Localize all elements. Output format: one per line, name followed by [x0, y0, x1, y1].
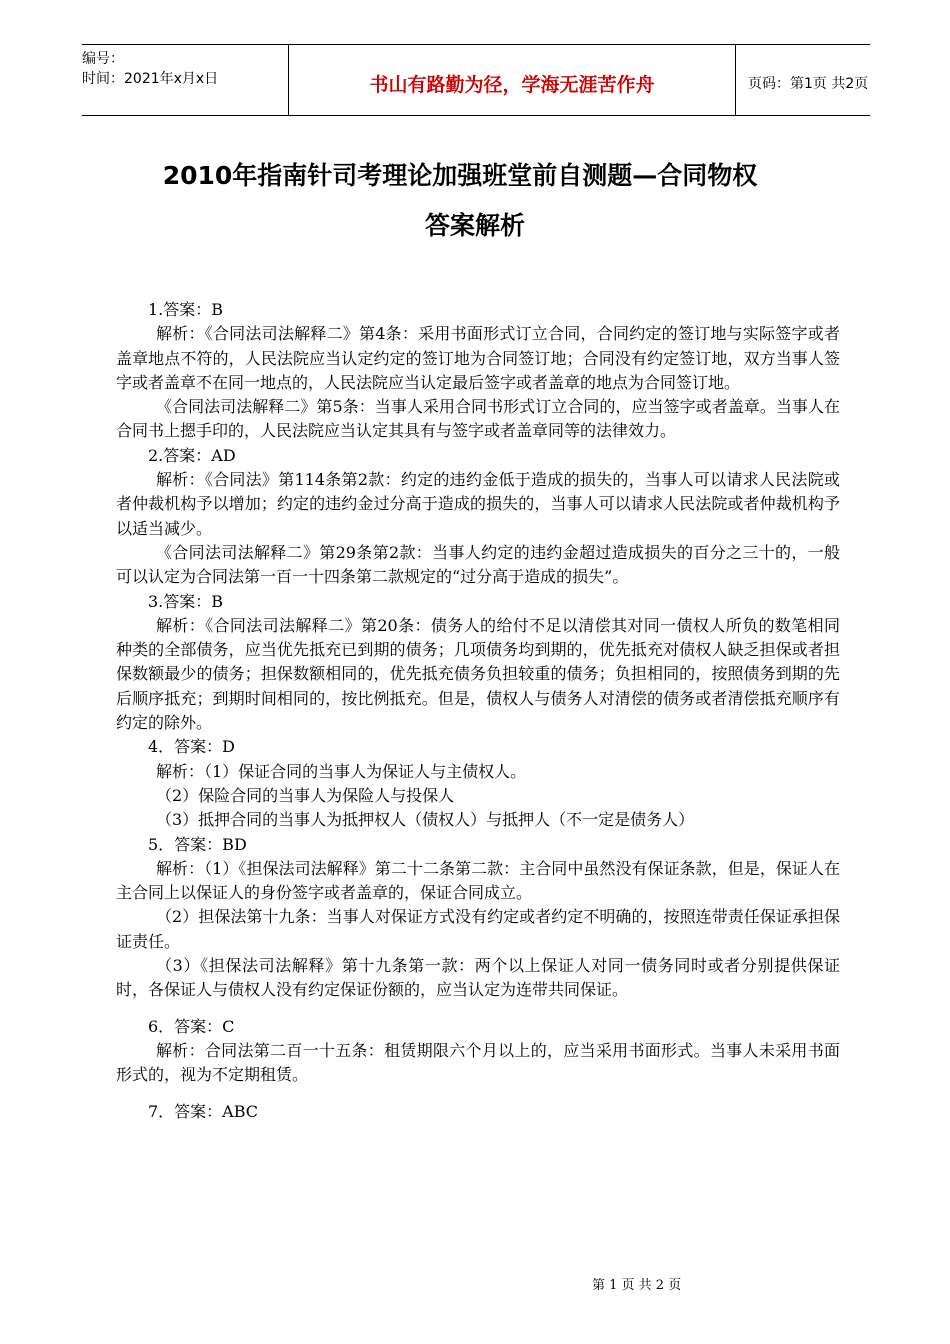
- answer-3: 3.答案：B: [148, 591, 224, 611]
- explanation-paragraph: 解析：《合同法司法解释二》第20条：债务人的给付不足以清偿其对同一债权人所负的数笔相同种类的全部债务，应当优先抵充已到期的债务；几项债务均到期的，优先抵充对债权人缺乏担保或者担保数额最少的债务；担保数额相同的，优先抵充债务负担较重的债务；负担相同的，按照债务到期的先后顺序抵充；到期时间相同的，按比例抵充。但是，债权人与债务人对清偿的债务或者清偿抵充顺序有约定的除外。: [116, 615, 840, 733]
- explanation-paragraph: （3）抵押合同的当事人为抵押权人（债权人）与抵押人（不一定是债务人）: [156, 810, 695, 830]
- answer-7: 7．答案：ABC: [148, 1101, 259, 1121]
- header-page-info: 页码：第1页 共2页: [748, 76, 869, 92]
- explanation-paragraph: 解析：（1）保证合同的当事人为保证人与主债权人。: [156, 761, 527, 781]
- answer-1: 1.答案：B: [148, 300, 224, 319]
- explanation-paragraph: （3）《担保法司法解释》第十九条第一款：两个以上保证人对同一债务同时或者分别提供保证时，各保证人与债权人没有约定保证份额的，应当认定为连带共同保证。: [116, 956, 840, 1000]
- header-motto: 书山有路勤为径，学海无涯苦作舟: [288, 45, 736, 115]
- explanation-paragraph: （2）担保法第十九条：当事人对保证方式没有约定或者约定不明确的，按照连带责任保证承担保证责任。: [116, 907, 840, 951]
- document-title: 2010年指南针司考理论加强班堂前自测题—合同物权: [162, 161, 758, 190]
- paragraph-gap: [116, 1003, 840, 1015]
- paragraph-gap: [116, 1088, 840, 1100]
- explanation-paragraph: 《合同法司法解释二》第5条：当事人采用合同书形式订立合同的，应当签字或者盖章。当事人在合同书上摁手印的，人民法院应当认定其具有与签字或者盖章同等的法律效力。: [116, 397, 840, 441]
- answer-2: 2.答案：AD: [148, 445, 236, 465]
- explanation-paragraph: 《合同法司法解释二》第29条第2款：当事人约定的违约金超过造成损失的百分之三十的，一般可以认定为合同法第一百一十四条第二款规定的“过分高于造成的损失”。: [116, 542, 840, 587]
- document-subtitle: 答案解析: [424, 211, 525, 240]
- answer-6: 6．答案：C: [148, 1016, 235, 1036]
- document-time: 时间：2021年x月x日: [82, 71, 219, 87]
- explanation-paragraph: 解析：合同法第二百一十五条：租赁期限六个月以上的，应当采用书面形式。当事人未采用书面形式的，视为不定期租赁。: [116, 1040, 840, 1085]
- answer-4: 4．答案：D: [148, 737, 236, 757]
- explanation-paragraph: 解析：《合同法》第114条第2款：约定的违约金低于造成的损失的，当事人可以请求人民法院或者仲裁机构予以增加；约定的违约金过分高于造成的损失的，当事人可以请求人民法院或者仲裁机构予以适当减少。: [116, 470, 840, 538]
- answer-5: 5．答案：BD: [148, 834, 247, 854]
- explanation-paragraph: 解析：（1）《担保法司法解释》第二十二条第二款：主合同中虽然没有保证条款，但是，保证人在主合同上以保证人的身份签字或者盖章的，保证合同成立。: [116, 858, 840, 903]
- page-footer: 第 1 页 共 2 页: [592, 1278, 682, 1293]
- answer-content: [116, 298, 840, 1124]
- header-meta: [82, 45, 288, 115]
- document-number: 编号：: [82, 51, 124, 67]
- page-header: [82, 44, 870, 116]
- explanation-paragraph: 解析：《合同法司法解释二》第4条：采用书面形式订立合同，合同约定的签订地与实际签字或者盖章地点不符的，人民法院应当认定约定的签订地为合同签订地；合同没有约定签订地，双方当事人签字或者盖章不在同一地点的，人民法院应当认定最后签字或者盖章的地点为合同签订地。: [116, 324, 840, 392]
- explanation-paragraph: （2）保险合同的当事人为保险人与投保人: [156, 785, 455, 805]
